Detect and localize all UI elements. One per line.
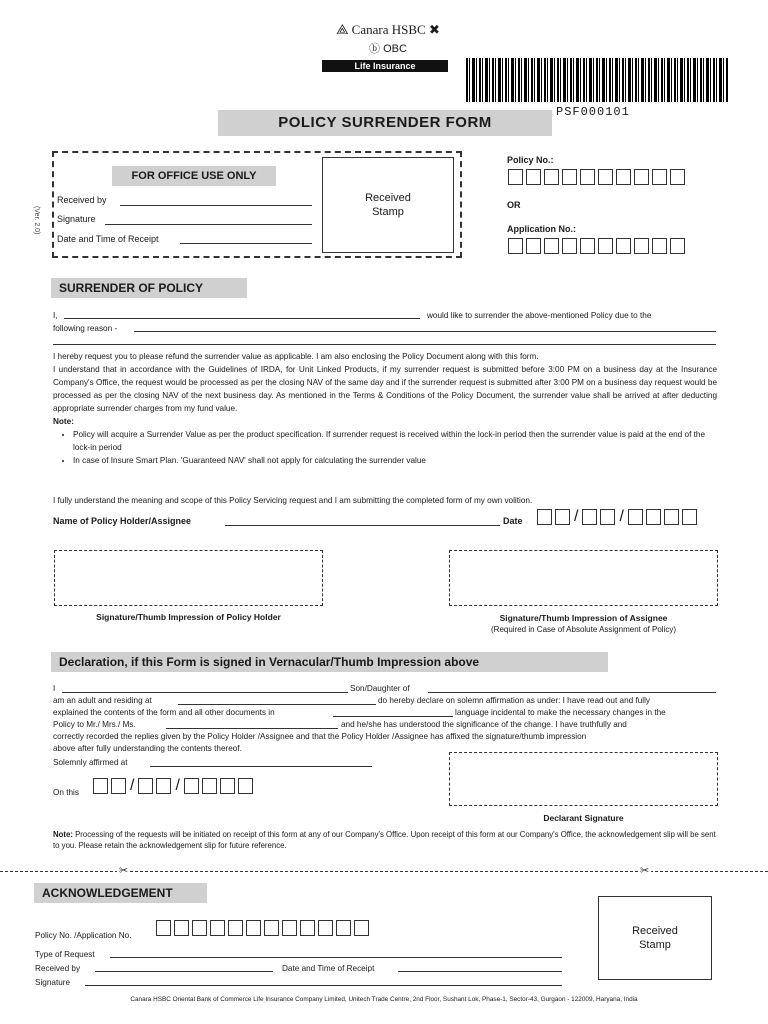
residence-field[interactable] [178, 704, 376, 705]
or-label: OR [507, 200, 521, 210]
barcode [466, 58, 728, 102]
date-time-label: Date and Time of Receipt [57, 234, 159, 244]
ack-policy-app-cells[interactable] [156, 920, 369, 936]
on-this-label: On this [53, 788, 79, 797]
product-bar: Life Insurance [322, 60, 448, 72]
language-text: language incidental to make the necessary changes in the [455, 708, 666, 717]
processing-note-label: Note: [53, 830, 73, 839]
footer-address: Canara HSBC Oriental Bank of Commerce Life Insurance Company Limited, Unitech Trade Centre, 2nd Floor, Sushant Lok, Phase-1, Sector-43, Gurgaon - 122009, Haryana, India [130, 996, 638, 1003]
ack-signature-label: Signature [35, 978, 71, 987]
application-no-label: Application No.: [507, 224, 576, 234]
policy-to-label: Policy to Mr./ Mrs./ Ms. [53, 720, 136, 729]
signature-field[interactable] [105, 224, 312, 225]
holder-signature-caption: Signature/Thumb Impression of Policy Holder [96, 612, 281, 622]
on-this-date-cells[interactable]: / / [93, 778, 253, 794]
parent-name-field[interactable] [428, 692, 716, 693]
policy-no-label: Policy No.: [507, 155, 554, 165]
processing-note [53, 829, 719, 851]
reason-field-1[interactable] [134, 331, 716, 332]
i-label: I, [53, 311, 58, 320]
following-reason-label: following reason - [53, 324, 118, 333]
assignee-note: (Required in Case of Absolute Assignment of Policy) [491, 625, 676, 634]
bow-icon: ⟁ [336, 23, 349, 38]
obc-logo-icon: ⓑ [369, 43, 381, 55]
date-cells[interactable]: / / [537, 509, 697, 525]
decl-name-field[interactable] [62, 692, 348, 693]
ack-received-stamp-box [598, 896, 712, 980]
cut-line [0, 871, 768, 872]
ack-heading: ACKNOWLEDGEMENT [34, 883, 207, 903]
reason-field-2[interactable] [53, 344, 716, 345]
holder-signature-box[interactable] [54, 550, 323, 606]
ack-policy-app-label: Policy No. /Application No. [35, 931, 132, 940]
date-time-field[interactable] [180, 243, 312, 244]
name-field[interactable] [64, 318, 420, 319]
received-by-label: Received by [57, 195, 107, 205]
would-like-text: would like to surrender the above-mentioned Policy due to the [427, 311, 652, 320]
refund-paragraph: I hereby request you to please refund the surrender value as applicable. I am also enclosing the Policy Document along with this form. [53, 352, 539, 361]
note-label: Note: [53, 417, 74, 426]
application-no-cells[interactable] [508, 238, 685, 254]
company-logo [318, 22, 458, 56]
note-item: • Policy will acquire a Surrender Value as per the product specification. If surrender request is received within the lock-in period then the surrender value is paid at the end of the lock-in period [73, 428, 717, 454]
surrender-heading: SURRENDER OF POLICY [51, 278, 247, 298]
received-by-field[interactable] [120, 205, 312, 206]
assignee-signature-box[interactable] [449, 550, 718, 606]
understand-text: I fully understand the meaning and scope of this Policy Servicing request and I am submitting the completed form of my own volition. [53, 496, 533, 505]
stamp-label: Received Stamp [365, 192, 411, 218]
barcode-number: PSF000101 [556, 105, 630, 119]
above-text: above after fully understanding the contents thereof. [53, 744, 242, 753]
ack-stamp-label: Received Stamp [632, 925, 678, 951]
note-list [53, 428, 717, 467]
residing-label: am an adult and residing at [53, 696, 152, 705]
ack-received-by-field[interactable] [95, 971, 273, 972]
processing-note-text: Processing of the requests will be initiated on receipt of this form at any of our Company's Office. Upon receipt of this form at our Company's Office, the acknowledgement slip will be sent to you. Please retain the acknowledgement slip for future reference. [53, 830, 716, 850]
form-title: POLICY SURRENDER FORM [218, 110, 552, 136]
ack-type-field[interactable] [110, 957, 562, 958]
note-item: • In case of Insure Smart Plan. 'Guaranteed NAV' shall not apply for calculating the surrender value [73, 454, 717, 467]
co-brand: OBC [383, 43, 407, 55]
son-daughter-label: Son/Daughter of [350, 684, 410, 693]
ack-type-label: Type of Request [35, 950, 95, 959]
scissors-icon: ✂ [640, 865, 650, 877]
ack-received-by-label: Received by [35, 964, 81, 973]
assignee-signature-caption: Signature/Thumb Impression of Assignee [499, 613, 668, 623]
solemnly-label: Solemnly affirmed at [53, 758, 128, 767]
ack-date-time-field[interactable] [398, 971, 562, 972]
policy-no-cells[interactable] [508, 169, 685, 185]
explained-text: explained the contents of the form and all other documents in [53, 708, 275, 717]
declarant-signature-caption: Declarant Signature [543, 813, 624, 823]
version-label: (Ver. 2.0) [33, 206, 40, 235]
signature-label: Signature [57, 214, 96, 224]
declaration-heading: Declaration, if this Form is signed in Vernacular/Thumb Impression above [51, 652, 608, 672]
understood-text: and he/she has understood the significance of the change. I have truthfully and [341, 720, 627, 729]
surrender-body [53, 350, 717, 467]
declarant-signature-box[interactable] [449, 752, 718, 806]
solemnly-field[interactable] [150, 766, 372, 767]
holder-name-label: Name of Policy Holder/Assignee [53, 516, 192, 526]
office-use-heading: FOR OFFICE USE ONLY [112, 166, 276, 186]
ack-signature-field[interactable] [85, 985, 562, 986]
brand-name: Canara HSBC [351, 22, 426, 37]
date-label: Date [503, 516, 523, 526]
hexagon-icon: ✖ [428, 22, 440, 37]
policy-to-field[interactable] [166, 728, 338, 729]
language-field[interactable] [333, 716, 453, 717]
declare-text: do hereby declare on solemn affirmation as under: I have read out and fully [378, 696, 651, 705]
decl-i-label: I [53, 684, 56, 693]
irda-paragraph: I understand that in accordance with the Guidelines of IRDA, for Unit Linked Products, if my surrender request is submitted before 3:00 PM on a business day at the Insurance Company's Office, the request would be processed as per the closing NAV of the same day and if the surrender request is submitted after 3:00 PM on a business day request would be processed as per the closing NAV of the next business day. As mentioned in the Terms & Conditions of the Policy Document, the surrender value shall be arrived at after deducting appropriate surrender charges from my fund value. [53, 365, 717, 413]
recorded-text: correctly recorded the replies given by the Policy Holder /Assignee and that the Policy Holder /Assignee has affixed the signature/thumb impression [53, 732, 587, 741]
scissors-icon: ✂ [119, 865, 129, 877]
holder-name-field[interactable] [225, 525, 500, 526]
ack-date-time-label: Date and Time of Receipt [282, 964, 375, 973]
received-stamp-box [322, 157, 454, 253]
